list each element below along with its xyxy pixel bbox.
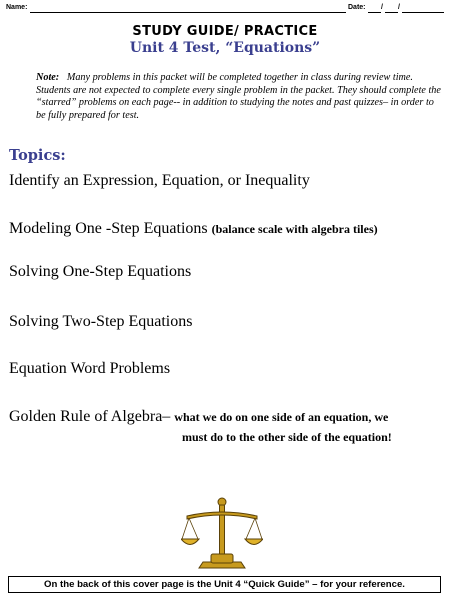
footer-note [8,576,441,593]
note-label: Note: [36,72,60,83]
topic-note: what we do on one side of an equation, we [174,410,389,424]
topics-heading: Topics: [9,147,66,164]
date-year-field[interactable] [402,12,444,13]
date-separator: / [381,4,383,11]
topic-item [9,313,192,331]
name-label: Name: [6,4,28,11]
date-separator: / [398,4,400,11]
balance-scale-icon [181,496,263,574]
note-paragraph [36,72,446,122]
date-label: Date: [348,4,366,11]
topic-item [9,408,388,426]
date-month-field[interactable] [368,12,381,13]
topic-text: Solving Two-Step Equations [9,313,193,330]
page-title: STUDY GUIDE/ PRACTICE [132,24,318,39]
name-field[interactable] [30,12,346,13]
topic-text: Modeling One -Step Equations [9,220,212,237]
date-day-field[interactable] [385,12,398,13]
topic-item [9,220,378,238]
topic-text: Identify an Expression, Equation, or Inequality [9,172,310,189]
name-date-line [6,3,444,15]
topic-text: Equation Word Problems [9,360,171,377]
topic-text: Solving One-Step Equations [9,263,192,280]
topic-item [9,360,170,378]
topic-continuation: must do to the other side of the equation! [182,430,392,444]
note-text: Many problems in this packet will be completed together in class during review time. Students are not expected to complete every single problem in the packet. They should complete the “starred” problems on each page-- in addition to studying the notes and past quizzes– in order to be fully prepared for test. [36,72,441,121]
page-subtitle: Unit 4 Test, “Equations” [129,40,321,56]
footer-text: On the back of this cover page is the Unit 4 “Quick Guide” – for your reference. [44,579,405,590]
topic-note: (balance scale with algebra tiles) [211,222,378,236]
topic-item [9,172,310,190]
topic-text: Golden Rule of Algebra– [9,408,175,425]
topic-item [9,263,191,281]
